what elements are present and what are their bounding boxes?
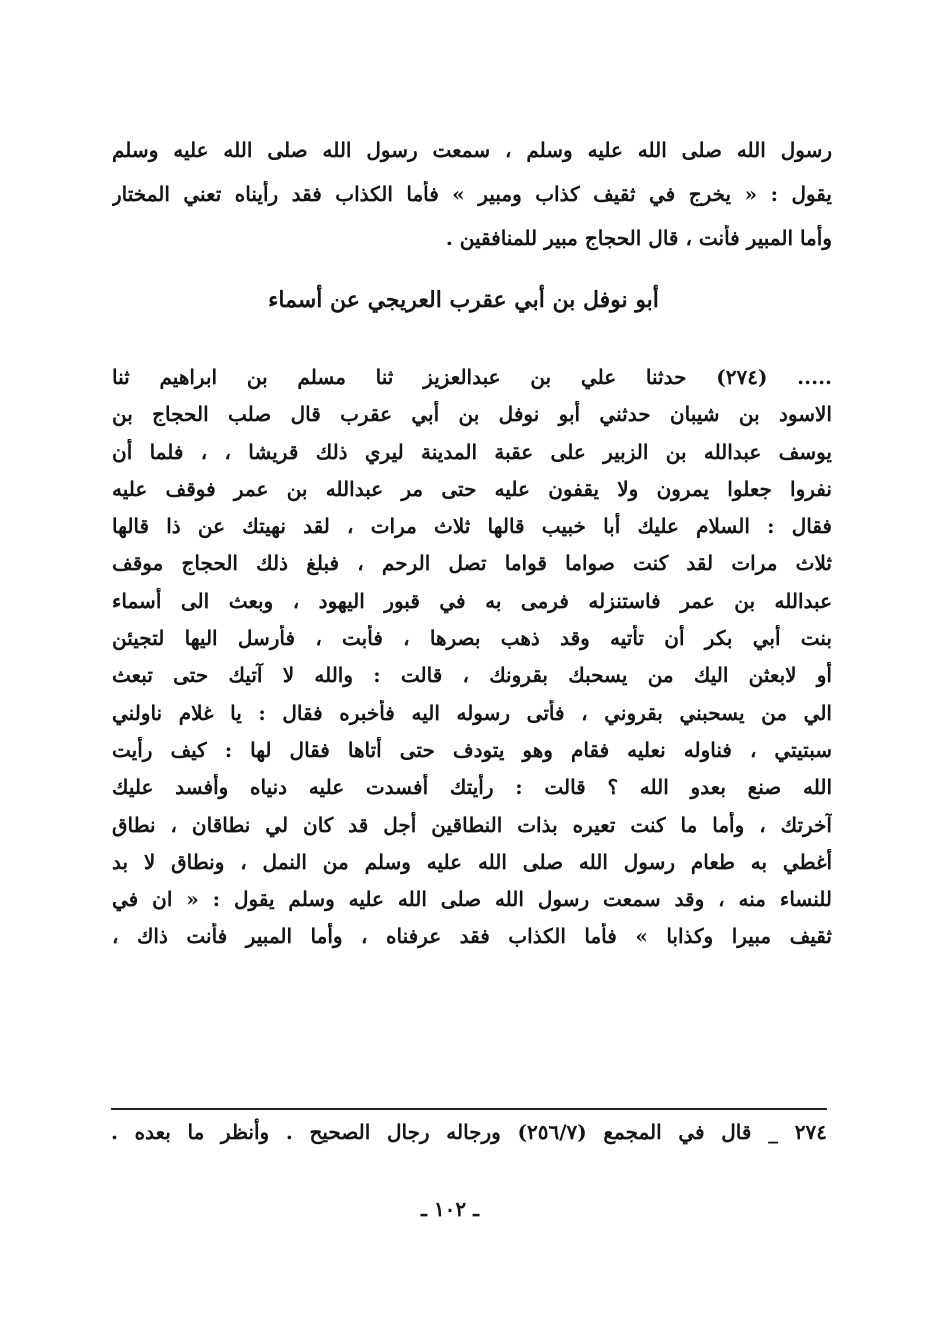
text-line: سبتيتي ، فناوله نعليه فقام وهو يتودف حتى أتاها فقال لها : كيف رأيت <box>112 737 832 762</box>
text-line: عبدالله بن عمر فاستنزله فرمى به في قبور اليهود ، وبعث الى أسماء <box>112 588 832 613</box>
footnote-divider <box>111 1108 827 1110</box>
text-line: ثلاث مرات لقد كنت صواما قواما تصل الرحم ، فبلغ ذلك الحجاج موقف <box>112 551 832 576</box>
page-number: ـ ١٠٢ ـ <box>421 1197 479 1221</box>
text-line: نفروا جعلوا يمرون ولا يقفون عليه حتى مر عبدالله بن عمر فوقف عليه <box>112 476 832 501</box>
text-line: بنت أبي بكر أن تأتيه وقد ذهب بصرها ، فأبت ، فأرسل اليها لتجيئن <box>112 626 832 651</box>
hadith-paragraph <box>112 364 832 961</box>
text-line: للنساء منه ، وقد سمعت رسول الله صلى الله عليه وسلم يقول : « ان في <box>112 887 832 912</box>
text-line: رسول الله صلى الله عليه وسلم ، سمعت رسول الله صلى الله عليه وسلم <box>112 138 832 162</box>
text-line: وأما المبير فأنت ، قال الحجاج مبير للمنافقين . <box>445 226 832 250</box>
text-line: الاسود بن شيبان حدثني أبو نوفل بن أبي عقرب قال صلب الحجاج بن <box>112 402 832 427</box>
intro-paragraph <box>112 137 832 269</box>
text-line: أو لابعثن اليك من يسحبك بقرونك ، قالت : والله لا آتيك حتى تبعث <box>112 663 832 688</box>
text-line: يقول : « يخرج في ثقيف كذاب ومبير » فأما الكذاب فقد رأيناه تعني المختار <box>112 182 832 206</box>
section-heading: أبو نوفل بن أبي عقرب العريجي عن أسماء <box>268 287 659 313</box>
text-line: الي من يسحبني بقروني ، فأتى رسوله اليه فأخبره فقال : يا غلام ناولني <box>112 700 832 725</box>
text-line: آخرتك ، وأما ما كنت تعيره بذات النطاقين أجل قد كان لي نطاقان ، نطاق <box>112 812 832 837</box>
text-line: يوسف عبدالله بن الزبير على عقبة المدينة ليري ذلك قريشا ، ، فلما أن <box>112 439 832 464</box>
footnote: ٢٧٤ _ قال في المجمع (٢٥٦/٧) ورجاله رجال الصحيح . وأنظر ما بعده . <box>111 1120 827 1144</box>
text-line: فقال : السلام عليك أبا خبيب قالها ثلاث مرات ، لقد نهيتك عن ذا قالها <box>112 514 832 539</box>
text-line: ثقيف مبيرا وكذابا » فأما الكذاب فقد عرفناه ، وأما المبير فأنت ذاك ، <box>112 924 832 949</box>
text-line: الله صنع بعدو الله ؟ قالت : رأيتك أفسدت عليه دنياه وأفسد عليك <box>112 775 832 800</box>
text-line: ..... (٢٧٤) حدثنا علي بن عبدالعزيز ثنا مسلم بن ابراهيم ثنا <box>112 365 832 389</box>
text-line: أغطي به طعام رسول الله صلى الله عليه وسلم من النمل ، ونطاق لا بد <box>112 849 832 874</box>
